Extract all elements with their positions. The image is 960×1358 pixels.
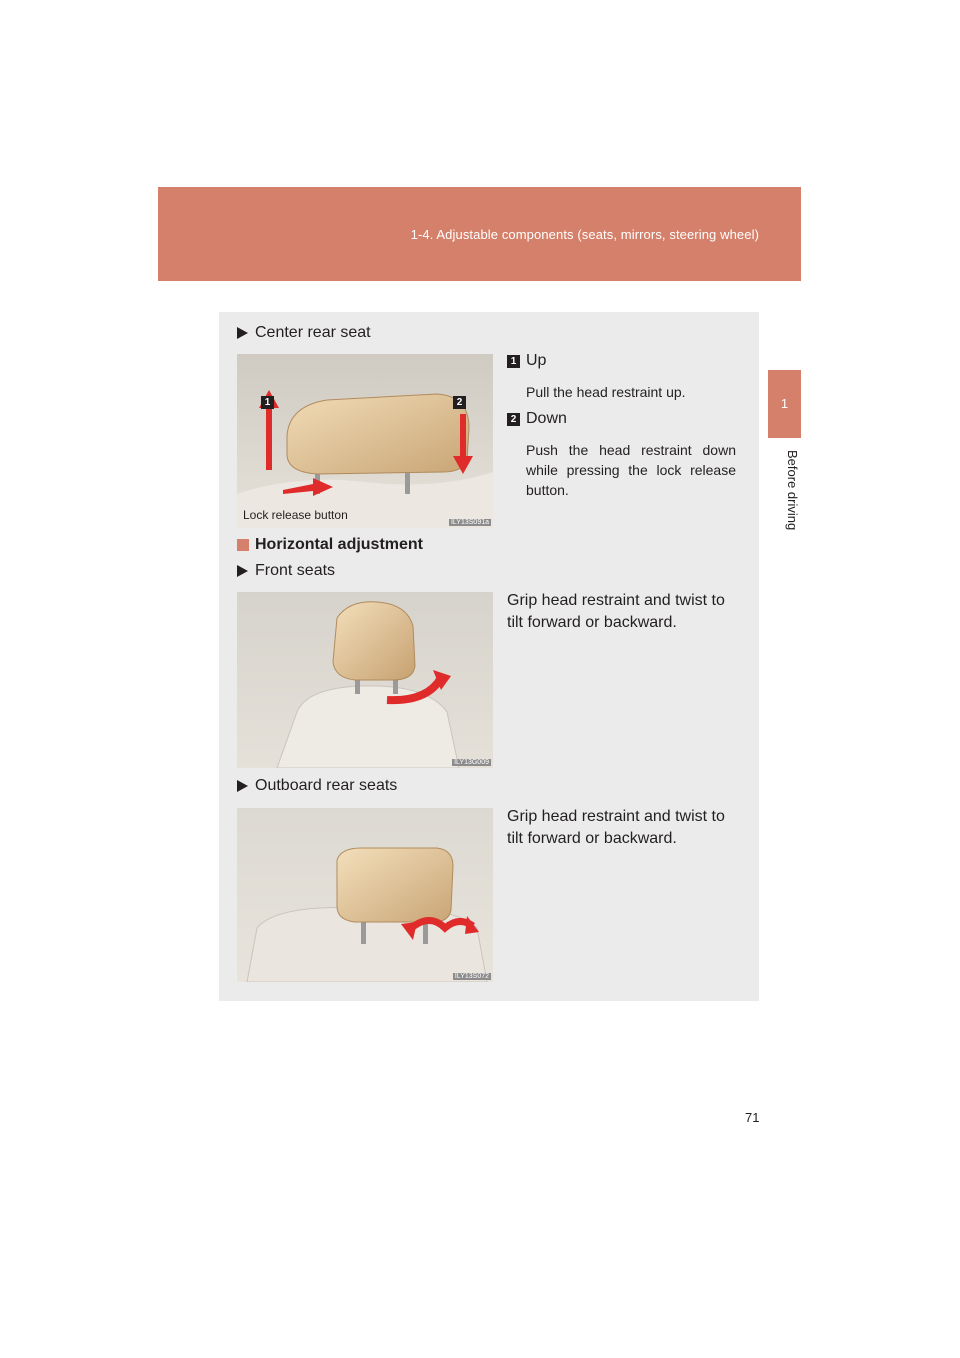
front-seats-desc: Grip head restraint and twist to tilt forward or backward. xyxy=(507,592,725,631)
photo-code: ILY13S091a xyxy=(450,519,489,526)
step-title: Up xyxy=(526,352,547,369)
front-seats-title: Front seats xyxy=(255,562,336,579)
step-down-desc: Push the head restraint down while pressing the lock release button. xyxy=(526,442,736,498)
lock-release-arrow-icon xyxy=(283,478,333,498)
step-up xyxy=(507,352,546,370)
outboard-title: Outboard rear seats xyxy=(255,777,398,794)
step-title: Down xyxy=(526,410,567,427)
center-rear-title: Center rear seat xyxy=(255,324,371,341)
center-rear-heading xyxy=(237,324,371,342)
lock-release-callout: Lock release button xyxy=(243,508,348,522)
chapter-tab: 1 xyxy=(768,370,801,438)
triangle-bullet-icon xyxy=(237,327,248,339)
step-number: 1 xyxy=(507,355,520,368)
front-seats-photo xyxy=(237,592,493,768)
section-title: 1-4. Adjustable components (seats, mirrors, steering wheel) xyxy=(410,227,759,242)
outboard-headrest-illustration xyxy=(237,808,493,982)
square-bullet-icon xyxy=(237,539,249,551)
outboard-heading xyxy=(237,777,397,795)
center-rear-photo xyxy=(237,354,493,528)
content-panel xyxy=(219,312,759,1001)
front-seats-heading xyxy=(237,562,335,580)
triangle-bullet-icon xyxy=(237,565,248,577)
step-down xyxy=(507,410,567,428)
front-headrest-illustration xyxy=(237,592,493,768)
photo-code: ILY13G009 xyxy=(454,759,489,766)
page-number: 71 xyxy=(745,1110,760,1125)
chapter-label: Before driving xyxy=(785,450,800,531)
triangle-bullet-icon xyxy=(237,780,248,792)
arrow-down-icon xyxy=(453,414,473,474)
marker-1: 1 xyxy=(261,396,274,409)
step-up-desc: Pull the head restraint up. xyxy=(526,384,686,400)
photo-code: ILY13S072 xyxy=(454,973,489,980)
horizontal-title: Horizontal adjustment xyxy=(255,536,424,553)
marker-2: 2 xyxy=(453,396,466,409)
outboard-photo xyxy=(237,808,493,982)
header-band xyxy=(158,187,801,281)
step-number: 2 xyxy=(507,413,520,426)
horizontal-heading xyxy=(237,536,423,554)
outboard-desc: Grip head restraint and twist to tilt forward or backward. xyxy=(507,808,725,847)
